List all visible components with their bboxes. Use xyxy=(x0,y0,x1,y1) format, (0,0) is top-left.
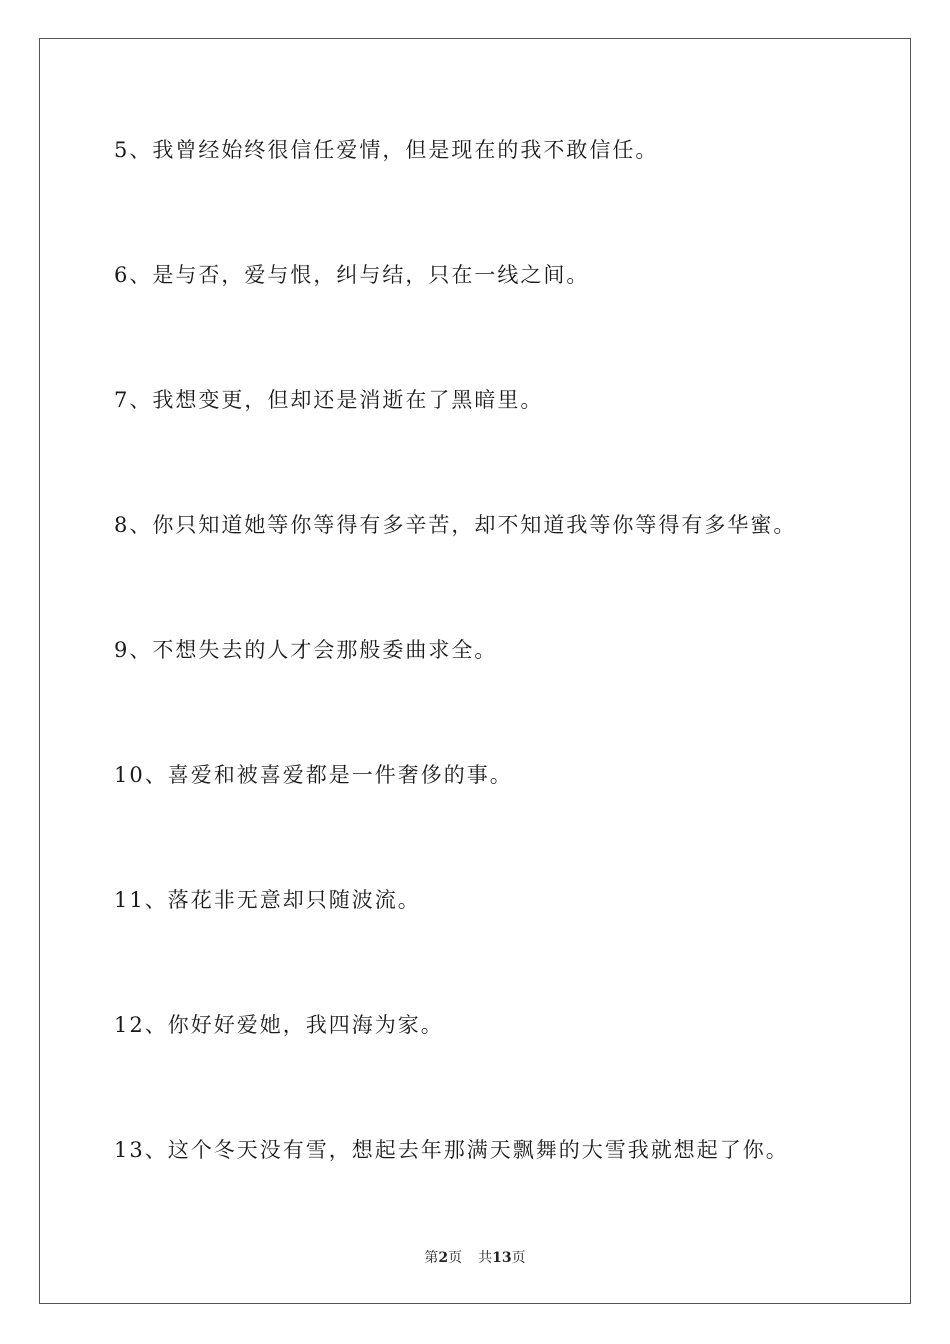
text-line: 13、这个冬天没有雪，想起去年那满天飘舞的大雪我就想起了你。 xyxy=(114,1138,789,1162)
text-line: 8、你只知道她等你等得有多辛苦，却不知道我等你等得有多华蜜。 xyxy=(114,513,797,537)
page-total: 13 xyxy=(492,1250,512,1266)
page-suffix: 页 xyxy=(448,1250,463,1266)
text-line: 11、落花非无意却只随波流。 xyxy=(114,888,421,912)
text-line: 9、不想失去的人才会那般委曲求全。 xyxy=(114,638,498,662)
text-line: 5、我曾经始终很信任爱情，但是现在的我不敢信任。 xyxy=(114,138,659,162)
page-prefix: 第 xyxy=(424,1250,439,1266)
text-line: 6、是与否，爱与恨，纠与结，只在一线之间。 xyxy=(114,263,590,287)
document-body xyxy=(114,134,874,1259)
text-line: 12、你好好爱她，我四海为家。 xyxy=(114,1013,444,1037)
page-current: 2 xyxy=(438,1250,449,1266)
total-suffix: 页 xyxy=(511,1250,526,1266)
text-line: 7、我想变更，但却还是消逝在了黑暗里。 xyxy=(114,388,544,412)
text-line: 10、喜爱和被喜爱都是一件奢侈的事。 xyxy=(114,763,513,787)
total-prefix: 共 xyxy=(478,1250,493,1266)
page-footer xyxy=(0,1247,950,1267)
